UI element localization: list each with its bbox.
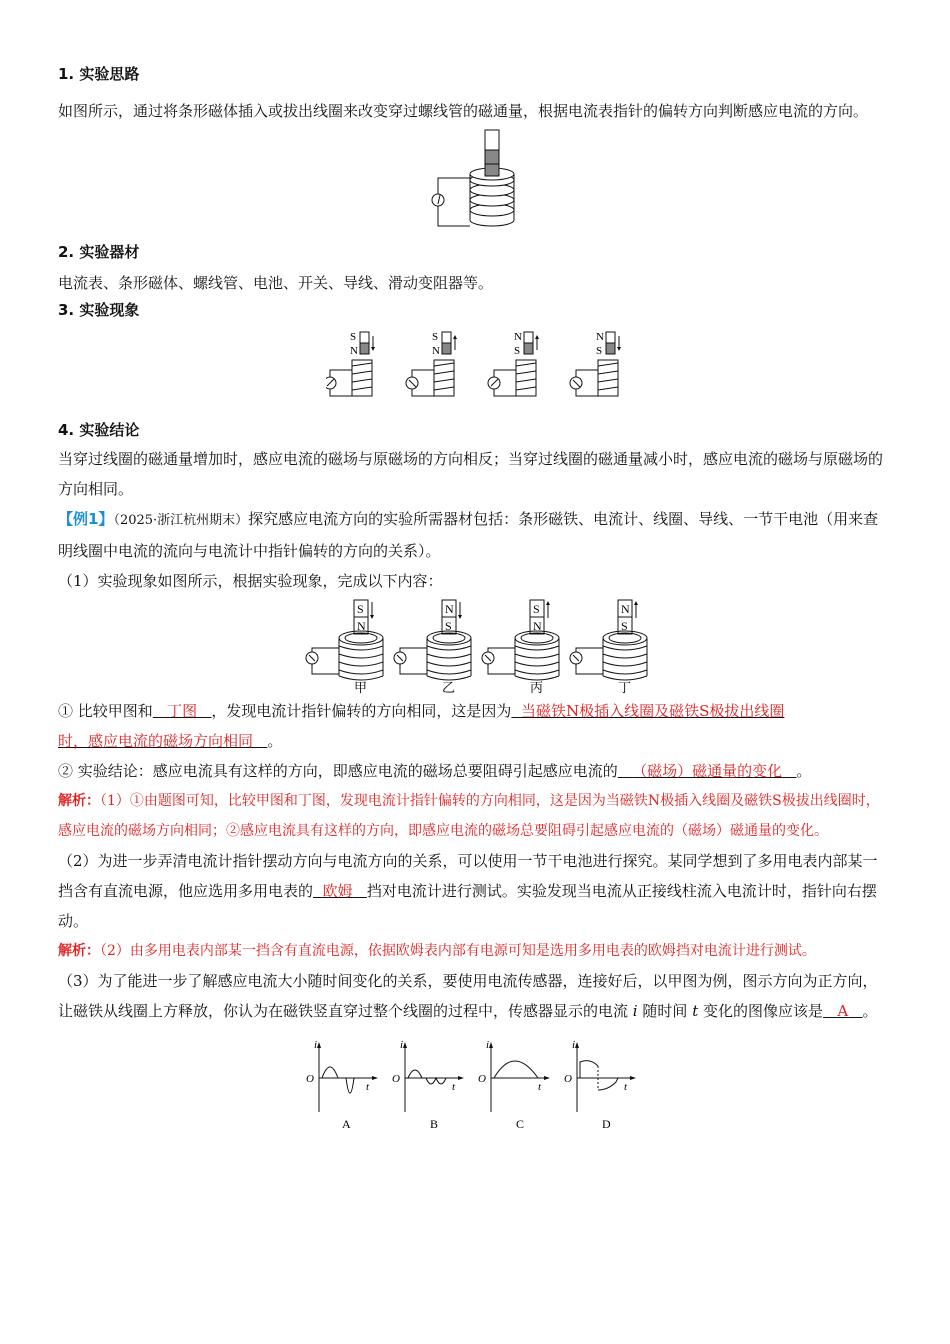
section-4-text: 当穿过线圈的磁通量增加时，感应电流的磁场与原磁场的方向相反；当穿过线圈的磁通量减小时，感应电流的磁场与原磁场的方向相同。 bbox=[58, 450, 884, 498]
answer-a-mid: ，发现电流计指针偏转的方向相同，这是因为 bbox=[211, 702, 512, 720]
question-3-mid: 随时间 bbox=[642, 1002, 688, 1020]
figure-solenoid bbox=[430, 128, 540, 238]
question-3-mid2: 变化的图像应该是 bbox=[703, 1002, 824, 1020]
axis-i-label: i bbox=[400, 1039, 404, 1051]
question-2-blank bbox=[313, 882, 367, 900]
pole-label: N bbox=[514, 331, 522, 343]
axis-t-label: t bbox=[538, 1081, 542, 1093]
figure-name: 乙 bbox=[442, 680, 456, 694]
origin-label: O bbox=[564, 1073, 572, 1085]
solenoid-diagram bbox=[430, 128, 540, 238]
figure-name: 丙 bbox=[530, 680, 544, 694]
figure-name: 甲 bbox=[354, 680, 368, 694]
graph-a bbox=[306, 1039, 378, 1130]
answer-a-fill-1: 丁图 bbox=[167, 702, 198, 720]
origin-label: O bbox=[306, 1073, 314, 1085]
axis-t-label: t bbox=[366, 1081, 370, 1093]
axis-t-label: t bbox=[624, 1081, 628, 1093]
coil-pole: S bbox=[445, 619, 452, 633]
answer-a-fill-2b: 时，感应电流的磁场方向相同 bbox=[58, 732, 254, 750]
question-3-i: i bbox=[632, 1002, 638, 1020]
coil-pole: S bbox=[533, 602, 540, 616]
it-graphs-diagram bbox=[302, 1038, 642, 1130]
axis-i-label: i bbox=[572, 1039, 576, 1051]
answer-b-end: 。 bbox=[796, 762, 812, 780]
coil-pole: S bbox=[357, 602, 364, 616]
analysis-2-text: （2）由多用电表内部某一挡含有直流电源，依据欧姆表内部有电源可知是选用多用电表的欧姆挡对电流计进行测试。 bbox=[100, 943, 816, 959]
question-2-post: 挡对电流计进行测试。实验发现当电流从正接线柱流入电流计时，指针向右摆动。 bbox=[58, 882, 877, 930]
question-3-end: 。 bbox=[862, 1002, 878, 1020]
analysis-2-label: 解析： bbox=[58, 943, 100, 959]
pole-label: N bbox=[350, 345, 358, 357]
section-2-title: 2. 实验器材 bbox=[58, 243, 140, 261]
coils-diagram bbox=[304, 598, 654, 694]
question-2-pre: （2）为进一步弄清电流计指针摆动方向与电流方向的关系，可以使用一节干电池进行探究。某同学想到了多用电表内部某一挡含有直流电源，他应选用多用电表的 bbox=[58, 852, 878, 900]
question-3 bbox=[58, 966, 892, 1026]
example-source: （2025·浙江杭州期末） bbox=[113, 513, 249, 528]
figure-name: 丁 bbox=[618, 680, 632, 694]
coil-pole: N bbox=[445, 602, 454, 616]
graph-label: D bbox=[602, 1117, 611, 1130]
graph-d bbox=[564, 1039, 636, 1130]
question-3-t: t bbox=[692, 1002, 699, 1020]
question-3-fill: A bbox=[837, 1002, 849, 1020]
question-3-blank bbox=[823, 1002, 862, 1020]
answer-a-pre: ① 比较甲图和 bbox=[58, 702, 153, 720]
phenomena-diagram bbox=[326, 330, 646, 410]
origin-label: O bbox=[392, 1073, 400, 1085]
coil-pole: N bbox=[357, 619, 366, 633]
section-1-text: 如图所示，通过将条形磁体插入或拔出线圈来改变穿过螺线管的磁通量，根据电流表指针的偏转方向判断感应电流的方向。 bbox=[58, 102, 869, 120]
answer-b bbox=[58, 756, 892, 786]
graph-b bbox=[392, 1039, 464, 1130]
analysis-2 bbox=[58, 936, 892, 966]
analysis-1-label: 解析： bbox=[58, 793, 100, 809]
pole-label: N bbox=[432, 345, 440, 357]
section-1-title: 1. 实验思路 bbox=[58, 65, 140, 83]
section-4-title: 4. 实验结论 bbox=[58, 421, 140, 439]
coil-pole: N bbox=[621, 602, 630, 616]
pole-label: S bbox=[514, 345, 521, 357]
answer-a-end: 。 bbox=[267, 732, 283, 750]
pole-label: S bbox=[432, 331, 439, 343]
graph-label: A bbox=[342, 1117, 351, 1130]
example-intro-text: 探究感应电流方向的实验所需器材包括：条形磁铁、电流计、线圈、导线、一节干电池（用来查明线圈中电流的流向与电流计中指针偏转的方向的关系）。 bbox=[58, 510, 879, 560]
answer-a-blank-1 bbox=[153, 702, 212, 720]
document-page bbox=[58, 58, 892, 1130]
origin-label: O bbox=[478, 1073, 486, 1085]
answer-a-fill-2a: 当磁铁N极插入线圈及磁铁S极拔出线圈 bbox=[520, 702, 785, 720]
figure-phenomena bbox=[326, 330, 646, 410]
figure-it-graphs bbox=[302, 1038, 642, 1130]
question-2-fill: 欧姆 bbox=[322, 882, 353, 900]
coil-pole: N bbox=[533, 619, 542, 633]
axis-i-label: i bbox=[486, 1039, 490, 1051]
answer-b-blank bbox=[618, 762, 797, 780]
graph-label: B bbox=[430, 1117, 439, 1130]
answer-b-pre: ② 实验结论：感应电流具有这样的方向，即感应电流的磁场总要阻碍引起感应电流的 bbox=[58, 762, 618, 780]
example-intro bbox=[58, 504, 892, 566]
coil-pole: S bbox=[621, 619, 628, 633]
graph-label: C bbox=[516, 1117, 525, 1130]
example-tag: 【例1】 bbox=[58, 510, 114, 528]
axis-t-label: t bbox=[452, 1081, 456, 1093]
axis-i-label: i bbox=[314, 1039, 318, 1051]
pole-label: N bbox=[596, 331, 604, 343]
section-3-title: 3. 实验现象 bbox=[58, 301, 140, 319]
answer-b-fill: （磁场）磁通量的变化 bbox=[632, 762, 783, 780]
question-1: （1）实验现象如图所示，根据实验现象，完成以下内容： bbox=[58, 572, 443, 590]
question-2 bbox=[58, 846, 892, 936]
answer-a bbox=[58, 696, 892, 756]
pole-label: S bbox=[350, 331, 357, 343]
section-2-text: 电流表、条形磁体、螺线管、电池、开关、导线、滑动变阻器等。 bbox=[58, 274, 494, 292]
graph-c bbox=[478, 1039, 550, 1130]
analysis-1-text: （1）①由题图可知，比较甲图和丁图，发现电流计指针偏转的方向相同，这是因为当磁铁N极插入线圈及磁铁S极拔出线圈时，感应电流的磁场方向相同；②感应电流具有这样的方向，即感应电流的磁场总要阻碍引起感应电流的（磁场）磁通量的变化。 bbox=[58, 793, 880, 839]
question-3-pre: （3）为了能进一步了解感应电流大小随时间变化的关系，要使用电流传感器，连接好后，以甲图为例，图示方向为正方向，让磁铁从线圈上方释放，你认为在磁铁竖直穿过整个线圈的过程中，传感器显示的电流 bbox=[58, 972, 878, 1020]
figure-example-coils bbox=[304, 598, 654, 694]
analysis-1 bbox=[58, 786, 892, 846]
pole-label: S bbox=[596, 345, 603, 357]
